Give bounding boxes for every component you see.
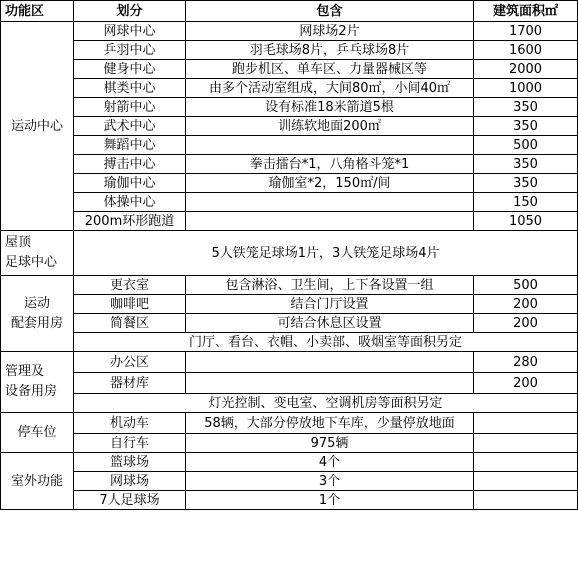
note-cell: 门厅、看台、衣帽、小卖部、吸烟室等面积另定	[74, 333, 578, 352]
table-row	[1, 41, 578, 60]
division-cell: 射箭中心	[74, 98, 186, 117]
area-cell: 150	[474, 193, 578, 212]
content-cell: 1个	[186, 491, 474, 510]
area-cell: 200	[474, 373, 578, 394]
table-row	[1, 276, 578, 295]
area-cell	[474, 491, 578, 510]
zone-line: 屋顶	[5, 235, 32, 250]
content-cell: 跑步机区、单车区、力量器械区等	[186, 60, 474, 79]
table-row	[1, 491, 578, 510]
zone-line: 管理及	[5, 364, 45, 379]
table-row	[1, 394, 578, 413]
table-row	[1, 333, 578, 352]
table-row	[1, 434, 578, 453]
rooftop-content-cell: 5人铁笼足球场1片，3人铁笼足球场4片	[74, 231, 578, 276]
table-row	[1, 352, 578, 373]
area-cell: 500	[474, 276, 578, 295]
area-cell: 1600	[474, 41, 578, 60]
content-cell	[186, 373, 474, 394]
table-row	[1, 136, 578, 155]
table-row	[1, 60, 578, 79]
table-row	[1, 193, 578, 212]
table-row	[1, 22, 578, 41]
area-cell: 350	[474, 174, 578, 193]
division-cell: 武术中心	[74, 117, 186, 136]
area-cell	[474, 472, 578, 491]
zone-sports-center: 运动中心	[1, 22, 74, 231]
division-cell: 搏击中心	[74, 155, 186, 174]
area-cell: 200	[474, 314, 578, 333]
area-cell: 350	[474, 117, 578, 136]
division-cell: 更衣室	[74, 276, 186, 295]
zone-sports-support	[1, 276, 74, 352]
division-cell: 篮球场	[74, 453, 186, 472]
table-row	[1, 174, 578, 193]
table-row	[1, 155, 578, 174]
division-cell: 200m环形跑道	[74, 212, 186, 231]
area-cell	[474, 453, 578, 472]
table-row	[1, 314, 578, 333]
table-row	[1, 98, 578, 117]
table-row	[1, 117, 578, 136]
area-cell: 1700	[474, 22, 578, 41]
table-row	[1, 295, 578, 314]
header-row	[1, 1, 578, 22]
zone-parking: 停车位	[1, 413, 74, 453]
content-cell	[186, 136, 474, 155]
area-cell: 2000	[474, 60, 578, 79]
zone-line: 足球中心	[5, 255, 58, 270]
content-cell: 训练软地面200㎡	[186, 117, 474, 136]
header-area: 建筑面积㎡	[474, 1, 578, 22]
area-cell	[474, 434, 578, 453]
table-row	[1, 231, 578, 276]
area-cell: 500	[474, 136, 578, 155]
header-zone: 功能区	[1, 1, 74, 22]
division-cell: 舞蹈中心	[74, 136, 186, 155]
content-cell: 由多个活动室组成，大间80㎡，小间40㎡	[186, 79, 474, 98]
area-cell: 280	[474, 352, 578, 373]
area-cell: 1000	[474, 79, 578, 98]
header-division: 划分	[74, 1, 186, 22]
zone-management-equipment	[1, 352, 74, 413]
table-row	[1, 453, 578, 472]
zone-rooftop-football	[1, 231, 74, 276]
area-cell: 1050	[474, 212, 578, 231]
content-cell: 3个	[186, 472, 474, 491]
table-row	[1, 79, 578, 98]
division-cell: 网球中心	[74, 22, 186, 41]
area-cell	[474, 413, 578, 434]
note-cell: 灯光控制、变电室、空调机房等面积另定	[74, 394, 578, 413]
division-cell: 办公区	[74, 352, 186, 373]
area-cell: 350	[474, 155, 578, 174]
content-cell: 包含淋浴、卫生间，上下各设置一组	[186, 276, 474, 295]
division-cell: 体操中心	[74, 193, 186, 212]
division-cell: 简餐区	[74, 314, 186, 333]
division-cell: 机动车	[74, 413, 186, 434]
header-content: 包含	[186, 1, 474, 22]
zone-outdoor: 室外功能	[1, 453, 74, 510]
content-cell: 975辆	[186, 434, 474, 453]
table-row	[1, 413, 578, 434]
division-cell: 7人足球场	[74, 491, 186, 510]
content-cell: 拳击擂台*1，八角格斗笼*1	[186, 155, 474, 174]
area-cell: 200	[474, 295, 578, 314]
content-cell: 瑜伽室*2，150㎡/间	[186, 174, 474, 193]
content-cell: 羽毛球场8片，乒乓球场8片	[186, 41, 474, 60]
content-cell: 可结合休息区设置	[186, 314, 474, 333]
division-cell: 咖啡吧	[74, 295, 186, 314]
division-cell: 网球场	[74, 472, 186, 491]
zone-line: 运动	[23, 295, 50, 311]
division-cell: 自行车	[74, 434, 186, 453]
table-row	[1, 212, 578, 231]
division-cell: 棋类中心	[74, 79, 186, 98]
division-cell: 乒羽中心	[74, 41, 186, 60]
division-cell: 瑜伽中心	[74, 174, 186, 193]
content-cell	[186, 212, 474, 231]
division-cell: 器材库	[74, 373, 186, 394]
division-cell: 健身中心	[74, 60, 186, 79]
area-cell: 350	[474, 98, 578, 117]
zone-line: 设备用房	[5, 384, 58, 399]
content-cell: 设有标准18米箭道5根	[186, 98, 474, 117]
content-cell	[186, 193, 474, 212]
content-cell: 4个	[186, 453, 474, 472]
content-cell: 结合门厅设置	[186, 295, 474, 314]
content-cell: 58辆，大部分停放地下车库，少量停放地面	[186, 413, 474, 434]
content-cell: 网球场2片	[186, 22, 474, 41]
table-row	[1, 373, 578, 394]
table-row	[1, 472, 578, 491]
content-cell	[186, 352, 474, 373]
zone-line: 配套用房	[10, 315, 63, 331]
